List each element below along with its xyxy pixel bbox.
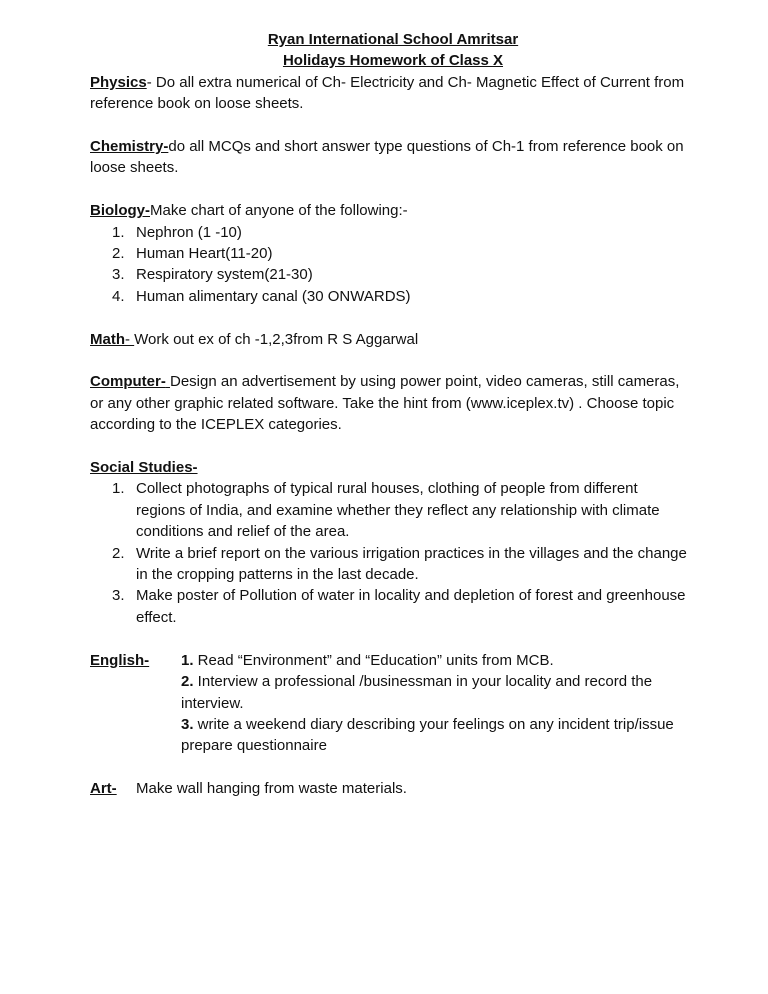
list-item <box>90 478 690 542</box>
list-number: 2. <box>112 245 125 263</box>
english-label: English- <box>90 651 150 669</box>
computer-label: Computer- <box>90 373 166 391</box>
english-item-number: 2. <box>181 673 194 691</box>
list-number: 3. <box>112 266 125 284</box>
biology-label: Biology- <box>90 202 150 220</box>
chemistry-section <box>90 136 690 179</box>
list-item <box>90 585 690 628</box>
list-item <box>90 222 690 243</box>
list-number: 4. <box>112 287 125 305</box>
social-studies-list <box>90 478 690 628</box>
list-item <box>90 243 690 264</box>
art-label: Art- <box>90 780 117 798</box>
list-number: 1. <box>112 223 125 241</box>
list-text: Nephron (1 -10) <box>136 223 242 241</box>
english-item <box>181 650 690 671</box>
list-number: 3. <box>112 587 125 605</box>
english-item <box>181 671 690 714</box>
english-item-number: 1. <box>181 651 194 669</box>
computer-section <box>90 371 690 435</box>
english-item-text: write a weekend diary describing your feelings on any incident trip/issue prepare questionnaire <box>181 715 674 755</box>
social-studies-heading <box>90 457 690 478</box>
chemistry-text: do all MCQs and short answer type questions of Ch-1 from reference book on loose sheets. <box>90 138 684 177</box>
english-item-text: Interview a professional /businessman in your locality and record the interview. <box>181 673 653 712</box>
list-text: Respiratory system(21-30) <box>136 266 313 284</box>
physics-section <box>90 72 690 115</box>
english-section <box>90 650 690 757</box>
math-section <box>90 329 690 350</box>
computer-paragraph <box>90 371 690 435</box>
biology-list <box>90 222 690 308</box>
computer-text: Design an advertisement by using power point, video cameras, still cameras, or any other graphic related software. Take the hint from (www.iceplex.tv) . Choose topic according to the ICEPLEX categories. <box>90 373 680 434</box>
school-name: Ryan International School Amritsar <box>267 31 519 48</box>
list-number: 1. <box>112 480 125 498</box>
chemistry-label: Chemistry- <box>90 138 169 156</box>
list-text: Human Heart(11-20) <box>136 245 273 263</box>
list-item <box>90 543 690 586</box>
english-item <box>181 714 690 757</box>
physics-label: Physics <box>90 73 147 91</box>
math-dash: - <box>125 330 135 348</box>
social-studies-label: Social Studies- <box>90 459 198 477</box>
list-item <box>90 286 690 307</box>
art-text: Make wall hanging from waste materials. <box>136 780 407 798</box>
social-studies-section <box>90 457 690 628</box>
homework-document <box>90 29 690 800</box>
list-text: Make poster of Pollution of water in locality and depletion of forest and greenhouse effect. <box>136 587 686 626</box>
art-section <box>90 778 690 799</box>
math-paragraph <box>90 329 690 350</box>
list-text: Human alimentary canal (30 ONWARDS) <box>136 287 411 305</box>
biology-section <box>90 200 690 307</box>
physics-paragraph <box>90 72 690 115</box>
biology-text: Make chart of anyone of the following:- <box>150 202 408 220</box>
document-title: Holidays Homework of Class X <box>282 52 504 70</box>
list-item <box>90 264 690 285</box>
biology-paragraph <box>90 200 690 221</box>
math-text: Work out ex of ch -1,2,3from R S Aggarwal <box>134 330 419 348</box>
physics-text: - Do all extra numerical of Ch- Electricity and Ch- Magnetic Effect of Current from reference book on loose sheets. <box>90 73 685 113</box>
chemistry-paragraph <box>90 136 690 179</box>
english-item-text: Read “Environment” and “Education” units from MCB. <box>193 651 554 669</box>
english-list <box>181 650 690 757</box>
english-item-number: 3. <box>181 715 194 733</box>
list-number: 2. <box>112 544 125 562</box>
list-text: Collect photographs of typical rural houses, clothing of people from different regions of India, and examine whether they reflect any relationship with climate conditions and relief of the area. <box>136 480 660 541</box>
math-label: Math <box>90 330 125 348</box>
list-text: Write a brief report on the various irrigation practices in the villages and the change in the cropping patterns in the last decade. <box>136 544 687 584</box>
